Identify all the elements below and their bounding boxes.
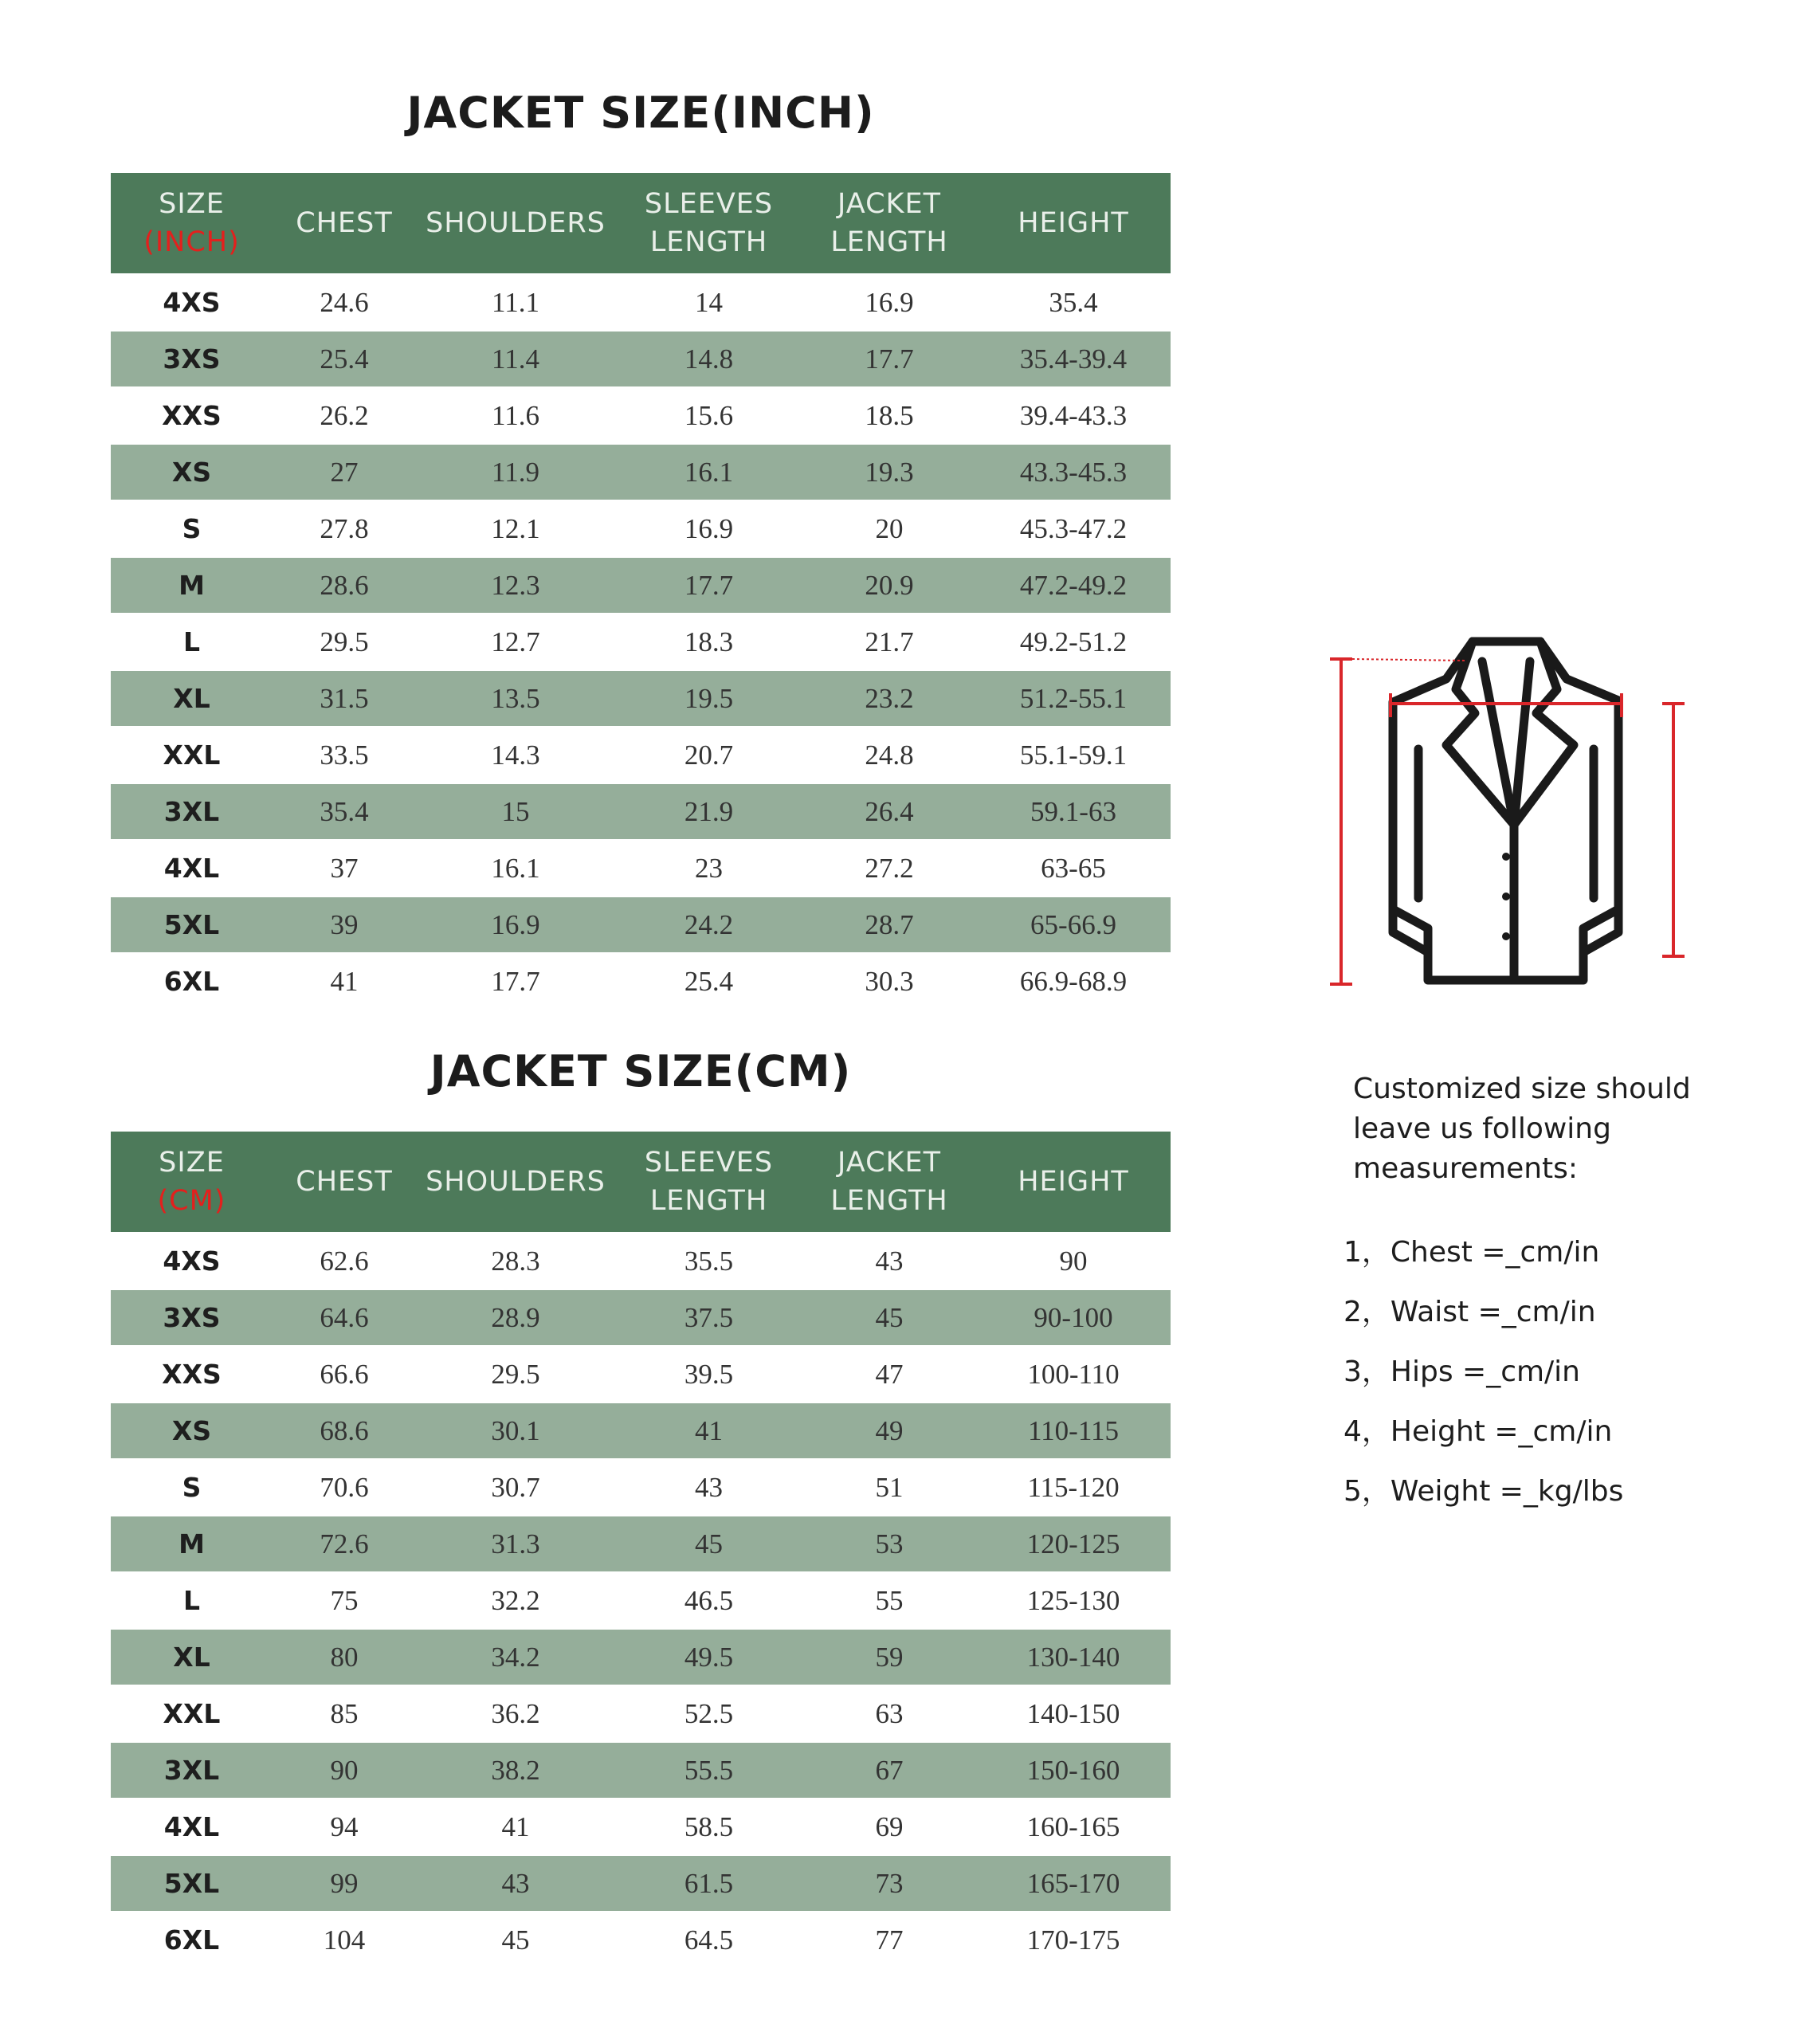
table-row [111,1742,1171,1799]
cell-sleeves-length: 14.8 [615,331,802,387]
cell-shoulders: 41 [416,1799,615,1855]
cell-chest: 28.6 [273,557,416,614]
cell-height: 120-125 [976,1516,1171,1572]
header-height: HEIGHT [976,173,1171,274]
header-jacket-line2: LENGTH [830,226,948,258]
cell-chest: 85 [273,1685,416,1742]
cell-height: 125-130 [976,1572,1171,1629]
cell-chest: 62.6 [273,1233,416,1289]
header-jacket-length [802,1132,976,1233]
cell-shoulders: 13.5 [416,670,615,727]
cell-jacket-length: 19.3 [802,444,976,500]
cell-shoulders: 12.3 [416,557,615,614]
measurement-item-hips: 3，Hips =_cm/in [1343,1355,1580,1388]
header-jacket-line1: JACKET [837,1147,941,1179]
cell-shoulders: 11.1 [416,274,615,331]
cell-size: 6XL [111,1912,273,1967]
header-sleeves-length [615,1132,802,1233]
cell-sleeves-length: 43 [615,1459,802,1516]
cell-chest: 68.6 [273,1402,416,1459]
cell-sleeves-length: 58.5 [615,1799,802,1855]
table-row [111,840,1171,896]
table-header-row [111,173,1171,274]
cell-size: XL [111,670,273,727]
button-dot [1502,932,1510,940]
cell-height: 65-66.9 [976,896,1171,953]
table-row [111,1459,1171,1516]
cell-height: 47.2-49.2 [976,557,1171,614]
cell-height: 59.1-63 [976,783,1171,840]
header-size [111,173,273,274]
cell-jacket-length: 49 [802,1402,976,1459]
cell-chest: 31.5 [273,670,416,727]
table-row [111,727,1171,783]
cell-height: 90 [976,1233,1171,1289]
cell-size: L [111,614,273,670]
cell-sleeves-length: 18.3 [615,614,802,670]
table-row [111,953,1171,1009]
header-shoulders: SHOULDERS [416,1132,615,1233]
cell-sleeves-length: 39.5 [615,1346,802,1402]
cell-size: L [111,1572,273,1629]
header-size-label: SIZE [159,1147,225,1179]
table-row [111,500,1171,557]
cell-chest: 25.4 [273,331,416,387]
cell-sleeves-length: 24.2 [615,896,802,953]
header-size [111,1132,273,1233]
table-row [111,1402,1171,1459]
cell-height: 45.3-47.2 [976,500,1171,557]
measurement-item-weight: 5，Weight =_kg/lbs [1343,1475,1624,1508]
cell-shoulders: 11.4 [416,331,615,387]
header-height: HEIGHT [976,1132,1171,1233]
custom-size-note [1353,1069,1767,1189]
cell-size: 5XL [111,1855,273,1912]
cell-sleeves-length: 25.4 [615,953,802,1009]
cell-chest: 104 [273,1912,416,1967]
cell-jacket-length: 21.7 [802,614,976,670]
cell-size: 5XL [111,896,273,953]
cell-size: M [111,557,273,614]
cell-sleeves-length: 41 [615,1402,802,1459]
cell-sleeves-length: 15.6 [615,387,802,444]
cell-chest: 41 [273,953,416,1009]
table-row [111,444,1171,500]
cell-sleeves-length: 23 [615,840,802,896]
cell-sleeves-length: 37.5 [615,1289,802,1346]
table-row [111,1799,1171,1855]
table-row [111,557,1171,614]
cell-size: XL [111,1629,273,1685]
button-dot [1502,892,1510,900]
cell-chest: 35.4 [273,783,416,840]
cell-sleeves-length: 49.5 [615,1629,802,1685]
cell-height: 39.4-43.3 [976,387,1171,444]
cell-height: 66.9-68.9 [976,953,1171,1009]
cell-jacket-length: 59 [802,1629,976,1685]
cell-shoulders: 30.7 [416,1459,615,1516]
cell-size: 4XS [111,274,273,331]
header-unit: (INCH) [143,226,240,258]
cell-shoulders: 31.3 [416,1516,615,1572]
cell-chest: 27 [273,444,416,500]
cell-jacket-length: 77 [802,1912,976,1967]
cell-jacket-length: 55 [802,1572,976,1629]
cell-jacket-length: 67 [802,1742,976,1799]
cell-shoulders: 12.1 [416,500,615,557]
button-dot [1502,853,1510,861]
cell-jacket-length: 23.2 [802,670,976,727]
header-sleeves-line1: SLEEVES [644,188,774,220]
cell-jacket-length: 28.7 [802,896,976,953]
cell-sleeves-length: 55.5 [615,1742,802,1799]
cell-shoulders: 11.6 [416,387,615,444]
cell-size: XXS [111,387,273,444]
cell-size: M [111,1516,273,1572]
cell-shoulders: 43 [416,1855,615,1912]
cell-chest: 27.8 [273,500,416,557]
table-row [111,1289,1171,1346]
cell-sleeves-length: 35.5 [615,1233,802,1289]
cell-sleeves-length: 45 [615,1516,802,1572]
cell-jacket-length: 27.2 [802,840,976,896]
cell-height: 35.4-39.4 [976,331,1171,387]
cell-height: 160-165 [976,1799,1171,1855]
table-row [111,1516,1171,1572]
header-sleeves-length [615,173,802,274]
cell-height: 63-65 [976,840,1171,896]
cell-chest: 66.6 [273,1346,416,1402]
cell-jacket-length: 53 [802,1516,976,1572]
cell-size: XXL [111,727,273,783]
cm-size-table [111,1132,1171,1967]
table-row [111,1912,1171,1967]
cell-chest: 37 [273,840,416,896]
table-header-row [111,1132,1171,1233]
cell-size: 3XS [111,331,273,387]
cell-jacket-length: 47 [802,1346,976,1402]
cell-chest: 90 [273,1742,416,1799]
table-row [111,1346,1171,1402]
header-sleeves-line2: LENGTH [649,226,768,258]
cell-size: 4XS [111,1233,273,1289]
table-row [111,1233,1171,1289]
cell-size: 6XL [111,953,273,1009]
cell-size: S [111,500,273,557]
note-line-2: leave us following [1353,1112,1611,1145]
cell-size: S [111,1459,273,1516]
note-line-3: measurements: [1353,1152,1579,1185]
cell-height: 100-110 [976,1346,1171,1402]
cell-shoulders: 16.9 [416,896,615,953]
cell-chest: 99 [273,1855,416,1912]
cell-height: 110-115 [976,1402,1171,1459]
cell-shoulders: 30.1 [416,1402,615,1459]
cell-sleeves-length: 64.5 [615,1912,802,1967]
cell-height: 115-120 [976,1459,1171,1516]
header-jacket-length [802,173,976,274]
table-row [111,614,1171,670]
cell-chest: 70.6 [273,1459,416,1516]
table-body [111,274,1171,1009]
table-body [111,1233,1171,1967]
header-jacket-line2: LENGTH [830,1185,948,1217]
table-row [111,1685,1171,1742]
table-row [111,274,1171,331]
table-row [111,670,1171,727]
cell-chest: 94 [273,1799,416,1855]
cell-sleeves-length: 20.7 [615,727,802,783]
cell-chest: 24.6 [273,274,416,331]
cell-jacket-length: 20 [802,500,976,557]
cell-chest: 29.5 [273,614,416,670]
cell-shoulders: 45 [416,1912,615,1967]
cell-chest: 75 [273,1572,416,1629]
cell-jacket-length: 30.3 [802,953,976,1009]
table-row [111,896,1171,953]
cell-sleeves-length: 16.1 [615,444,802,500]
cell-chest: 64.6 [273,1289,416,1346]
table-row [111,1855,1171,1912]
cell-shoulders: 15 [416,783,615,840]
cell-shoulders: 38.2 [416,1742,615,1799]
table-row [111,783,1171,840]
cell-shoulders: 28.3 [416,1233,615,1289]
measurement-item-chest: 1，Chest =_cm/in [1343,1236,1600,1269]
cell-chest: 33.5 [273,727,416,783]
cell-jacket-length: 63 [802,1685,976,1742]
cell-size: 4XL [111,1799,273,1855]
cell-shoulders: 11.9 [416,444,615,500]
cell-height: 165-170 [976,1855,1171,1912]
cell-jacket-length: 51 [802,1459,976,1516]
cell-size: XS [111,444,273,500]
cell-shoulders: 29.5 [416,1346,615,1402]
cell-height: 51.2-55.1 [976,670,1171,727]
note-line-1: Customized size should [1353,1073,1691,1105]
cell-size: XXS [111,1346,273,1402]
header-shoulders: SHOULDERS [416,173,615,274]
cell-jacket-length: 18.5 [802,387,976,444]
inch-table-title: JACKET SIZE(INCH) [406,88,875,138]
cell-height: 150-160 [976,1742,1171,1799]
table-row [111,331,1171,387]
cell-shoulders: 28.9 [416,1289,615,1346]
table-row [111,387,1171,444]
cell-size: XS [111,1402,273,1459]
table-row [111,1629,1171,1685]
header-size-label: SIZE [159,188,225,220]
header-sleeves-line2: LENGTH [649,1185,768,1217]
cell-shoulders: 34.2 [416,1629,615,1685]
cell-sleeves-length: 14 [615,274,802,331]
measurement-item-waist: 2，Waist =_cm/in [1343,1296,1596,1328]
cell-jacket-length: 43 [802,1233,976,1289]
cell-size: 3XL [111,1742,273,1799]
cm-table-title: JACKET SIZE(CM) [430,1046,852,1096]
cell-shoulders: 17.7 [416,953,615,1009]
cell-size: 3XS [111,1289,273,1346]
cell-height: 55.1-59.1 [976,727,1171,783]
header-unit: (CM) [157,1185,226,1217]
cell-height: 49.2-51.2 [976,614,1171,670]
jacket-icon [1319,634,1693,992]
header-jacket-line1: JACKET [837,188,941,220]
cell-jacket-length: 17.7 [802,331,976,387]
cell-size: 3XL [111,783,273,840]
cell-shoulders: 14.3 [416,727,615,783]
cell-height: 35.4 [976,274,1171,331]
header-sleeves-line1: SLEEVES [644,1147,774,1179]
cell-height: 140-150 [976,1685,1171,1742]
cell-chest: 39 [273,896,416,953]
header-chest: CHEST [273,1132,416,1233]
cell-jacket-length: 73 [802,1855,976,1912]
cell-sleeves-length: 52.5 [615,1685,802,1742]
cell-shoulders: 32.2 [416,1572,615,1629]
inch-size-table [111,173,1171,1009]
cell-sleeves-length: 17.7 [615,557,802,614]
cell-chest: 72.6 [273,1516,416,1572]
cell-jacket-length: 26.4 [802,783,976,840]
cell-jacket-length: 16.9 [802,274,976,331]
cell-size: XXL [111,1685,273,1742]
cell-sleeves-length: 19.5 [615,670,802,727]
cell-chest: 80 [273,1629,416,1685]
cell-height: 43.3-45.3 [976,444,1171,500]
measurement-item-height: 4，Height =_cm/in [1343,1415,1613,1448]
cell-sleeves-length: 61.5 [615,1855,802,1912]
table-row [111,1572,1171,1629]
cell-jacket-length: 20.9 [802,557,976,614]
cell-height: 130-140 [976,1629,1171,1685]
cell-jacket-length: 24.8 [802,727,976,783]
cell-sleeves-length: 16.9 [615,500,802,557]
header-chest: CHEST [273,173,416,274]
cell-height: 170-175 [976,1912,1171,1967]
cell-size: 4XL [111,840,273,896]
cell-shoulders: 12.7 [416,614,615,670]
cell-height: 90-100 [976,1289,1171,1346]
cell-chest: 26.2 [273,387,416,444]
cell-shoulders: 36.2 [416,1685,615,1742]
cell-sleeves-length: 46.5 [615,1572,802,1629]
cell-jacket-length: 45 [802,1289,976,1346]
cell-jacket-length: 69 [802,1799,976,1855]
cell-shoulders: 16.1 [416,840,615,896]
measurement-list [1343,1229,1623,1528]
cell-sleeves-length: 21.9 [615,783,802,840]
